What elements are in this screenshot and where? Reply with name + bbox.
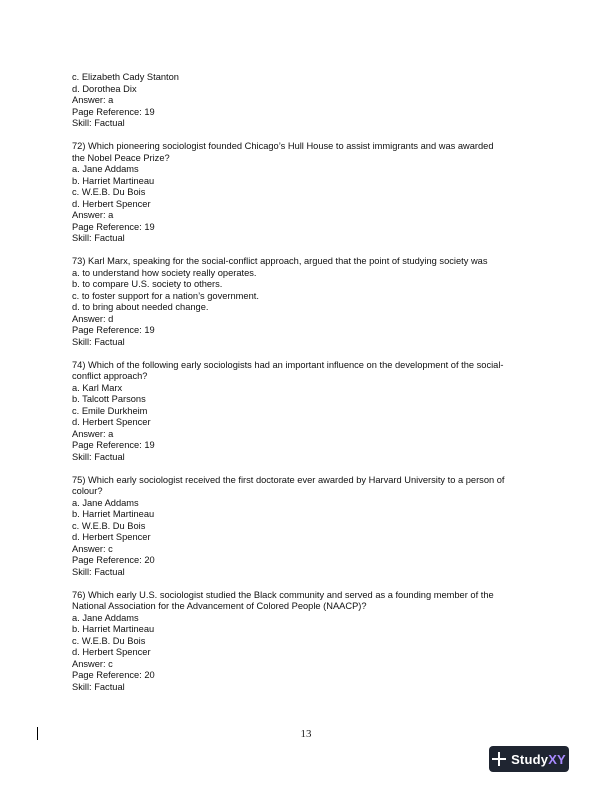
question-text: 75) Which early sociologist received the first doctorate ever awarded by Harvard University to a person of bbox=[72, 474, 505, 485]
option-line: d. Herbert Spencer bbox=[72, 647, 151, 657]
skill-line: Skill: Factual bbox=[72, 336, 125, 347]
studyxy-logo[interactable] bbox=[489, 746, 569, 772]
option-line: a. Jane Addams bbox=[72, 612, 139, 623]
question-block-76 bbox=[72, 590, 542, 694]
answer-line: Answer: c bbox=[72, 658, 113, 669]
plus-icon bbox=[492, 752, 506, 766]
page-reference-line: Page Reference: 20 bbox=[72, 670, 155, 680]
question-block-73 bbox=[72, 256, 542, 348]
document-body bbox=[72, 72, 542, 705]
logo-text-main: Study bbox=[511, 751, 549, 767]
option-line: b. Harriet Martineau bbox=[72, 175, 155, 186]
skill-line: Skill: Factual bbox=[72, 118, 125, 128]
page-reference-line: Page Reference: 19 bbox=[72, 221, 155, 232]
option-line: d. Herbert Spencer bbox=[72, 532, 151, 542]
skill-line: Skill: Factual bbox=[72, 681, 125, 692]
option-line: a. to understand how society really operates. bbox=[72, 267, 257, 278]
page-reference-line: Page Reference: 19 bbox=[72, 440, 155, 450]
question-text: 72) Which pioneering sociologist founded Chicago’s Hull House to assist immigrants and was awarded bbox=[72, 141, 494, 151]
question-text: conflict approach? bbox=[72, 371, 148, 381]
question-text: the Nobel Peace Prize? bbox=[72, 152, 170, 163]
answer-line: Answer: d bbox=[72, 313, 114, 324]
page-reference-line: Page Reference: 19 bbox=[72, 325, 155, 335]
answer-line: Answer: c bbox=[72, 543, 113, 554]
option-line: a. Jane Addams bbox=[72, 164, 139, 174]
option-line: b. to compare U.S. society to others. bbox=[72, 279, 223, 289]
option-line: c. W.E.B. Du Bois bbox=[72, 520, 146, 531]
option-line: c. W.E.B. Du Bois bbox=[72, 635, 146, 646]
option-line: b. Harriet Martineau bbox=[72, 509, 155, 519]
continuation-block bbox=[72, 72, 542, 130]
option-line: a. Karl Marx bbox=[72, 382, 123, 393]
logo-text bbox=[511, 752, 566, 767]
option-line: b. Harriet Martineau bbox=[72, 624, 155, 634]
option-line: c. W.E.B. Du Bois bbox=[72, 187, 146, 197]
question-block-72 bbox=[72, 141, 542, 245]
answer-line: Answer: a bbox=[72, 428, 114, 439]
skill-line: Skill: Factual bbox=[72, 233, 125, 243]
skill-line: Skill: Factual bbox=[72, 566, 125, 577]
answer-line: Answer: a bbox=[72, 210, 114, 220]
option-line: a. Jane Addams bbox=[72, 497, 139, 508]
option-line: b. Talcott Parsons bbox=[72, 394, 146, 404]
option-line: d. Herbert Spencer bbox=[72, 198, 151, 209]
answer-line: Answer: a bbox=[72, 95, 114, 105]
question-text: 73) Karl Marx, speaking for the social-conflict approach, argued that the point of studying society was bbox=[72, 256, 488, 266]
question-text: colour? bbox=[72, 486, 103, 496]
skill-line: Skill: Factual bbox=[72, 451, 125, 462]
question-block-75 bbox=[72, 475, 542, 579]
option-line: c. Emile Durkheim bbox=[72, 405, 148, 416]
option-line: c. to foster support for a nation’s government. bbox=[72, 290, 259, 301]
option-line: d. Dorothea Dix bbox=[72, 83, 137, 94]
question-text: 74) Which of the following early sociologists had an important influence on the development of the social- bbox=[72, 359, 504, 370]
logo-text-accent: XY bbox=[548, 751, 566, 767]
question-text: 76) Which early U.S. sociologist studied the Black community and served as a founding member of the bbox=[72, 589, 494, 600]
question-block-74 bbox=[72, 360, 542, 464]
question-text: National Association for the Advancement of Colored People (NAACP)? bbox=[72, 601, 367, 611]
page-reference-line: Page Reference: 19 bbox=[72, 106, 155, 117]
option-line: c. Elizabeth Cady Stanton bbox=[72, 72, 179, 82]
option-line: d. to bring about needed change. bbox=[72, 302, 209, 312]
option-line: d. Herbert Spencer bbox=[72, 417, 151, 427]
page-reference-line: Page Reference: 20 bbox=[72, 555, 155, 565]
page-number: 13 bbox=[300, 728, 312, 740]
